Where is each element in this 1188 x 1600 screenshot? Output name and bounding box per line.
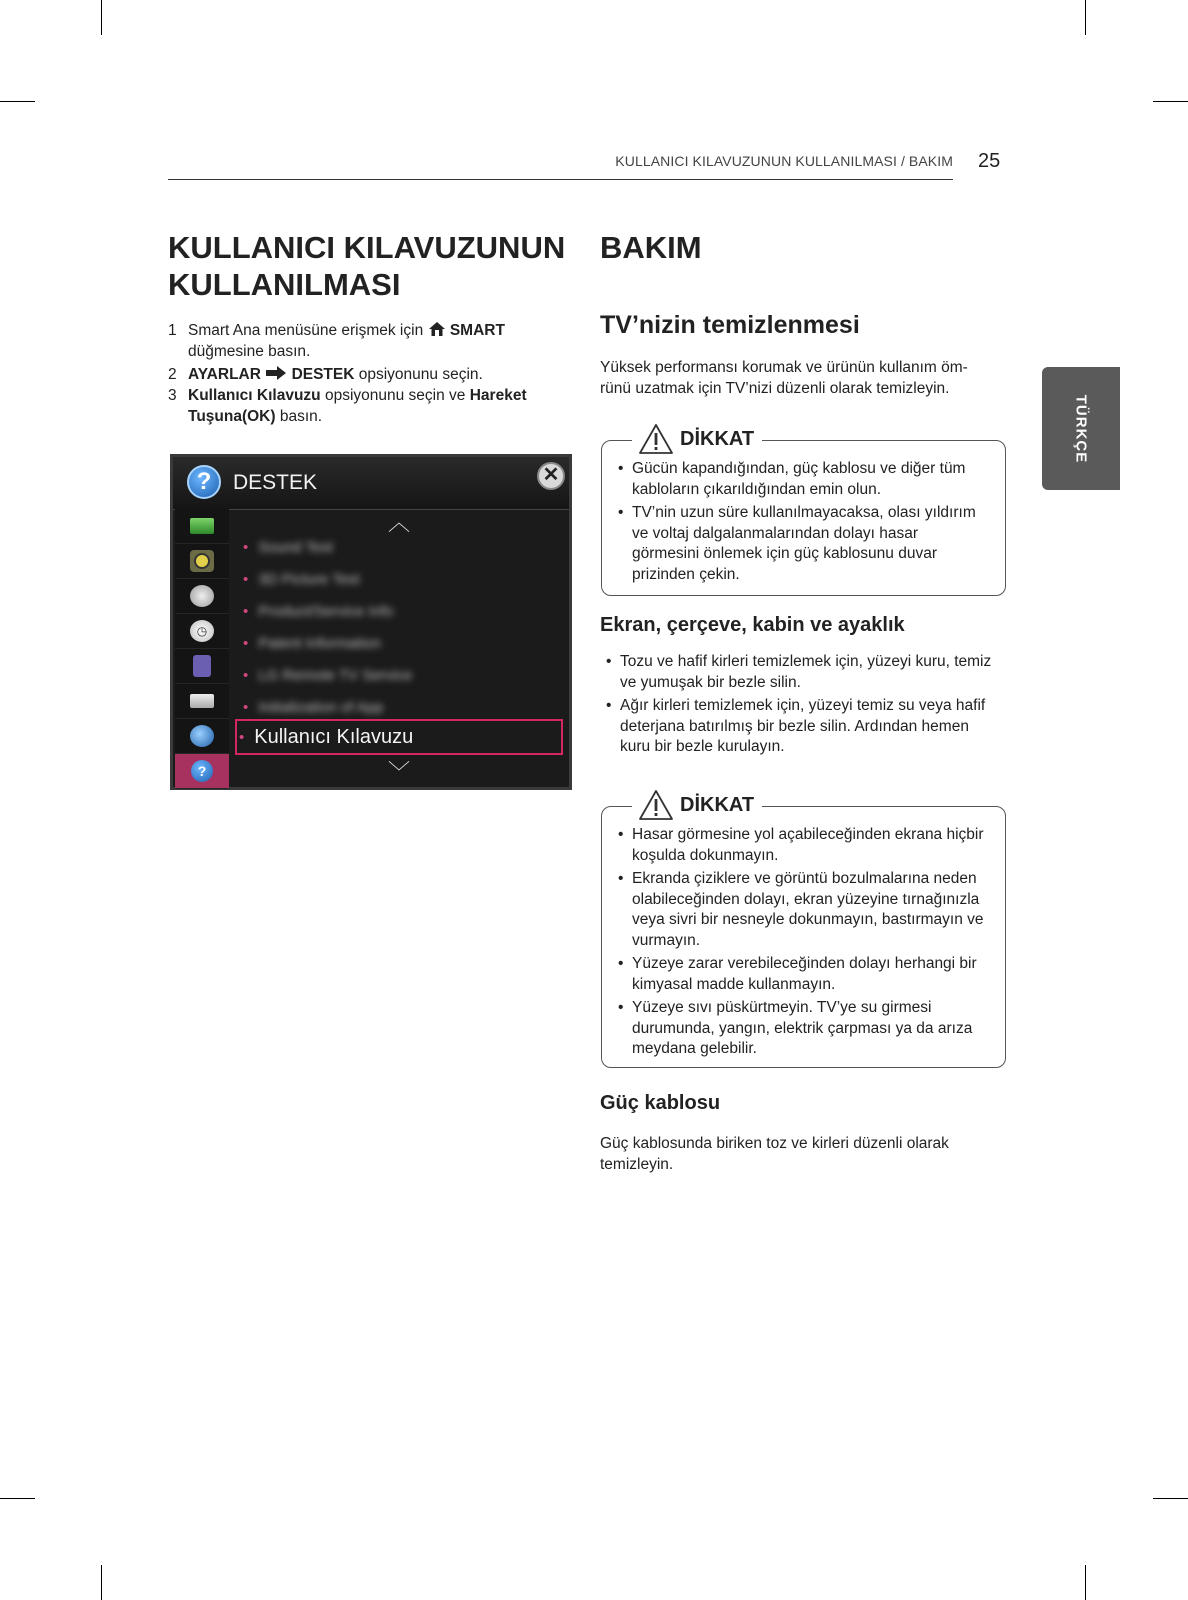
menu-item-label: Product/Service Info (258, 602, 394, 620)
sidebar-item-picture[interactable] (175, 509, 229, 544)
scroll-down-icon[interactable]: ﹀ (387, 760, 411, 785)
tv-menu-sidebar (175, 509, 229, 787)
step-text: opsiyonunu seçin. (358, 366, 483, 383)
menu-item-label: Patent Information (258, 634, 381, 652)
clock-icon: ◷ (190, 620, 214, 642)
running-header: KULLANICI KILAVUZUNUN KULLANILMASI / BAKIM (615, 153, 953, 169)
instruction-steps (168, 320, 568, 427)
step-number: 3 (168, 387, 177, 404)
caution-header (632, 421, 762, 457)
sidebar-item-support[interactable] (175, 754, 229, 789)
caution-title: DİKKAT (680, 793, 755, 816)
crop-mark (0, 101, 35, 102)
menu-item-user-guide[interactable]: • Kullanıcı Kılavuzu (235, 719, 563, 755)
step-item (168, 385, 568, 427)
crop-mark (1153, 1498, 1188, 1499)
step-text: düğmesine basın. (188, 343, 311, 360)
list-item: • Ağır kirleri temizlemek için, yüzeyi temiz su veya hafif deterjana batırılmış bir bezle silin. Ardından hemen kuru bir bezle kurulayın. (606, 696, 996, 758)
caution-item: • TV’nin uzun süre kullanılmayacaksa, olası yıldırım ve voltaj dalgalanmalarından dolayı hasar görmesini önlemek için güç kablosunu duvar prizinden çekin. (618, 503, 988, 585)
step-text: opsiyonunu seçin ve (324, 387, 466, 404)
close-button[interactable]: ✕ (537, 462, 565, 490)
caution-box (601, 793, 1006, 1068)
step-text: Smart Ana menüsüne erişmek için (188, 322, 424, 339)
scroll-up-icon[interactable]: ︿ (387, 510, 411, 535)
help-icon: ? (187, 465, 221, 499)
menu-item-label: Sound Test (258, 538, 334, 556)
sidebar-item-option[interactable] (175, 684, 229, 719)
page-number: 25 (978, 150, 1001, 172)
crop-mark (1085, 0, 1086, 35)
menu-item[interactable]: • LG Remote TV Service (243, 666, 413, 684)
satellite-icon (190, 585, 214, 607)
subheading-screen-frame: Ekran, çerçeve, kabin ve ayaklık (600, 614, 905, 636)
picture-icon (190, 518, 214, 534)
menu-item-label: Kullanıcı Kılavuzu (254, 725, 414, 748)
crop-mark (1085, 1565, 1086, 1600)
arrow-right-icon (265, 366, 287, 380)
sidebar-item-channel[interactable] (175, 579, 229, 614)
sound-icon (190, 550, 214, 572)
step-bold: SMART (449, 322, 505, 339)
step-item (168, 364, 568, 385)
tv-menu-list (231, 509, 567, 787)
sidebar-item-time[interactable] (175, 614, 229, 649)
crop-mark (101, 1565, 102, 1600)
header-rule (168, 179, 953, 180)
menu-item[interactable]: • 3D Picture Test (243, 570, 360, 588)
paragraph-power-cord: Güç kablosunda biriken toz ve kirleri düzenli olarak temizleyin. (600, 1135, 949, 1173)
tv-menu-header (173, 457, 569, 510)
crop-mark (0, 1498, 35, 1499)
language-tab-label: TÜRKÇE (1072, 394, 1090, 463)
step-bold: AYARLAR (188, 366, 261, 383)
paragraph-line: rünü uzatmak için TV’nizi düzenli olarak temizleyin. (600, 379, 950, 397)
globe-icon (190, 725, 214, 747)
paragraph-tv-cleaning (600, 358, 1000, 399)
step-number: 1 (168, 322, 177, 339)
step-bold: Kullanıcı Kılavuzu (188, 387, 321, 404)
caution-list (618, 825, 988, 1063)
toolbox-icon (190, 694, 214, 708)
menu-item[interactable]: • Initialization of App (243, 698, 384, 716)
lock-icon (193, 655, 211, 677)
section-title-user-guide: KULLANICI KILAVUZUNUN KULLANILMASI (168, 230, 566, 302)
step-text: basın. (279, 408, 323, 425)
menu-item-label: LG Remote TV Service (258, 666, 413, 684)
list-item: • Tozu ve hafif kirleri temizlemek için, yüzeyi kuru, temiz ve yumuşak bir bezle silin. (606, 652, 996, 693)
caution-list (618, 459, 988, 588)
sidebar-item-lock[interactable] (175, 649, 229, 684)
step-bold: DESTEK (291, 366, 355, 383)
menu-item[interactable]: • Sound Test (243, 538, 334, 556)
cleaning-list (606, 652, 996, 761)
warning-icon (638, 423, 674, 455)
section-title-maintenance: BAKIM (600, 230, 702, 265)
warning-icon (638, 789, 674, 821)
caution-item: • Ekranda çiziklere ve görüntü bozulmalarına neden olabileceğinden dolayı, ekran yüzeyine tırnağınızla veya sivri bir nesneyle dokunmayın, bastırmayın ve vurmayın. (618, 869, 988, 951)
caution-item: • Hasar görmesine yol açabileceğinden ekrana hiçbir koşulda dokunmayın. (618, 825, 988, 866)
menu-item-label: Initialization of App (258, 698, 384, 716)
step-number: 2 (168, 366, 177, 383)
caution-title: DİKKAT (680, 427, 755, 450)
tv-support-menu (170, 454, 572, 790)
crop-mark (101, 0, 102, 35)
caution-item: • Yüzeye zarar verebileceğinden dolayı herhangi bir kimyasal madde kullanmayın. (618, 954, 988, 995)
menu-item[interactable]: • Product/Service Info (243, 602, 394, 620)
paragraph-line: Yüksek performansı korumak ve ürünün kullanım öm- (600, 359, 968, 376)
language-tab (1042, 367, 1120, 490)
caution-box (601, 427, 1006, 596)
menu-item-label: 3D Picture Test (258, 570, 360, 588)
caution-item: • Yüzeye sıvı püskürtmeyin. TV’ye su girmesi durumunda, yangın, elektrik çarpması ya da arıza meydana gelebilir. (618, 998, 988, 1060)
sidebar-item-sound[interactable] (175, 544, 229, 579)
home-icon (428, 321, 446, 337)
help-icon: ? (191, 760, 213, 782)
subheading-power-cord: Güç kablosu (600, 1092, 721, 1114)
crop-mark (1153, 101, 1188, 102)
sidebar-item-network[interactable] (175, 719, 229, 754)
step-bold: Hareket Tuşuna(OK) (188, 387, 527, 425)
caution-header (632, 787, 762, 823)
step-item (168, 320, 568, 362)
tv-menu-title: DESTEK (233, 471, 318, 494)
subheading-tv-cleaning: TV’nizin temizlenmesi (600, 311, 860, 339)
menu-item[interactable]: • Patent Information (243, 634, 381, 652)
caution-item: • Gücün kapandığından, güç kablosu ve diğer tüm kabloların çıkarıldığından emin olun. (618, 459, 988, 500)
